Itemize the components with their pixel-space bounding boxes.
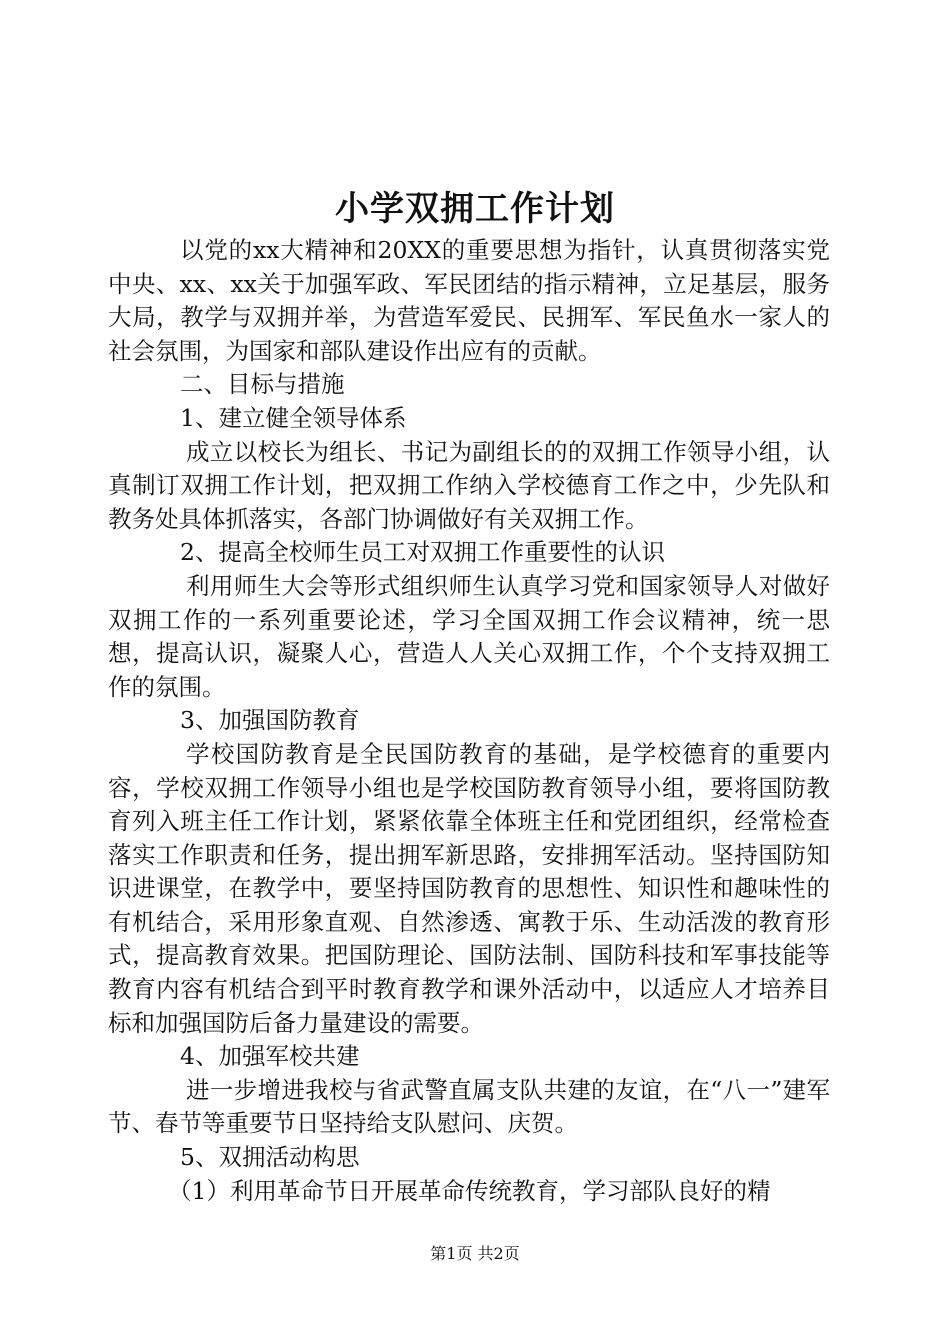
subheading-4: 4、加强军校共建 (180, 1042, 360, 1071)
subheading-1: 1、建立健全领导体系 (180, 403, 407, 432)
page-footer: 第1页 共2页 (430, 1244, 520, 1263)
paragraph-4: 进一步增进我校与省武警直属支队共建的友谊，在“八一”建军节、春节等重要节日坚持给支队慰问、庆贺。 (108, 1075, 830, 1138)
paragraph-3: 学校国防教育是全民国防教育的基础，是学校德育的重要内容，学校双拥工作领导小组也是学校国防教育领导小组，要将国防教育列入班主任工作计划，紧紧依靠全体班主任和党团组织，经常检查落实工作职责和任务，提出拥军新思路，安排拥军活动。坚持国防知识进课堂，在教学中，要坚持国防教育的思想性、知识性和趣味性的有机结合，采用形象直观、自然渗透、寓教于乐、生动活泼的教育形式，提高教育效果。把国防理论、国防法制、国防科技和军事技能等教育内容有机结合到平时教育教学和课外活动中，以适应人才培养目标和加强国防后备力量建设的需要。 (108, 739, 830, 1037)
subheading-3: 3、加强国防教育 (180, 706, 360, 735)
paragraph-intro: 以党的xx大精神和20XX的重要思想为指针，认真贯彻落实党中央、xx、xx关于加强军政、军民团结的指示精神，立足基层，服务大局，教学与双拥并举，为营造军爱民、民拥军、军民鱼水一家人的社会氛围，为国家和部队建设作出应有的贡献。 (108, 236, 830, 365)
document-body (108, 234, 830, 1208)
paragraph-1: 成立以校长为组长、书记为副组长的的双拥工作领导小组，认真制订双拥工作计划，把双拥工作纳入学校德育工作之中，少先队和教务处具体抓落实，各部门协调做好有关双拥工作。 (108, 437, 830, 533)
document-title: 小学双拥工作计划 (335, 189, 615, 229)
subheading-5: 5、双拥活动构思 (180, 1143, 360, 1172)
subheading-2: 2、提高全校师生员工对双拥工作重要性的认识 (180, 538, 665, 567)
section-heading-goals: 二、目标与措施 (180, 370, 345, 399)
paragraph-5: （1）利用革命节日开展革命传统教育，学习部队良好的精 (168, 1176, 771, 1205)
paragraph-2: 利用师生大会等形式组织师生认真学习党和国家领导人对做好双拥工作的一系列重要论述，学习全国双拥工作会议精神，统一思想，提高认识，凝聚人心，营造人人关心双拥工作，个个支持双拥工作的氛围。 (108, 571, 830, 701)
